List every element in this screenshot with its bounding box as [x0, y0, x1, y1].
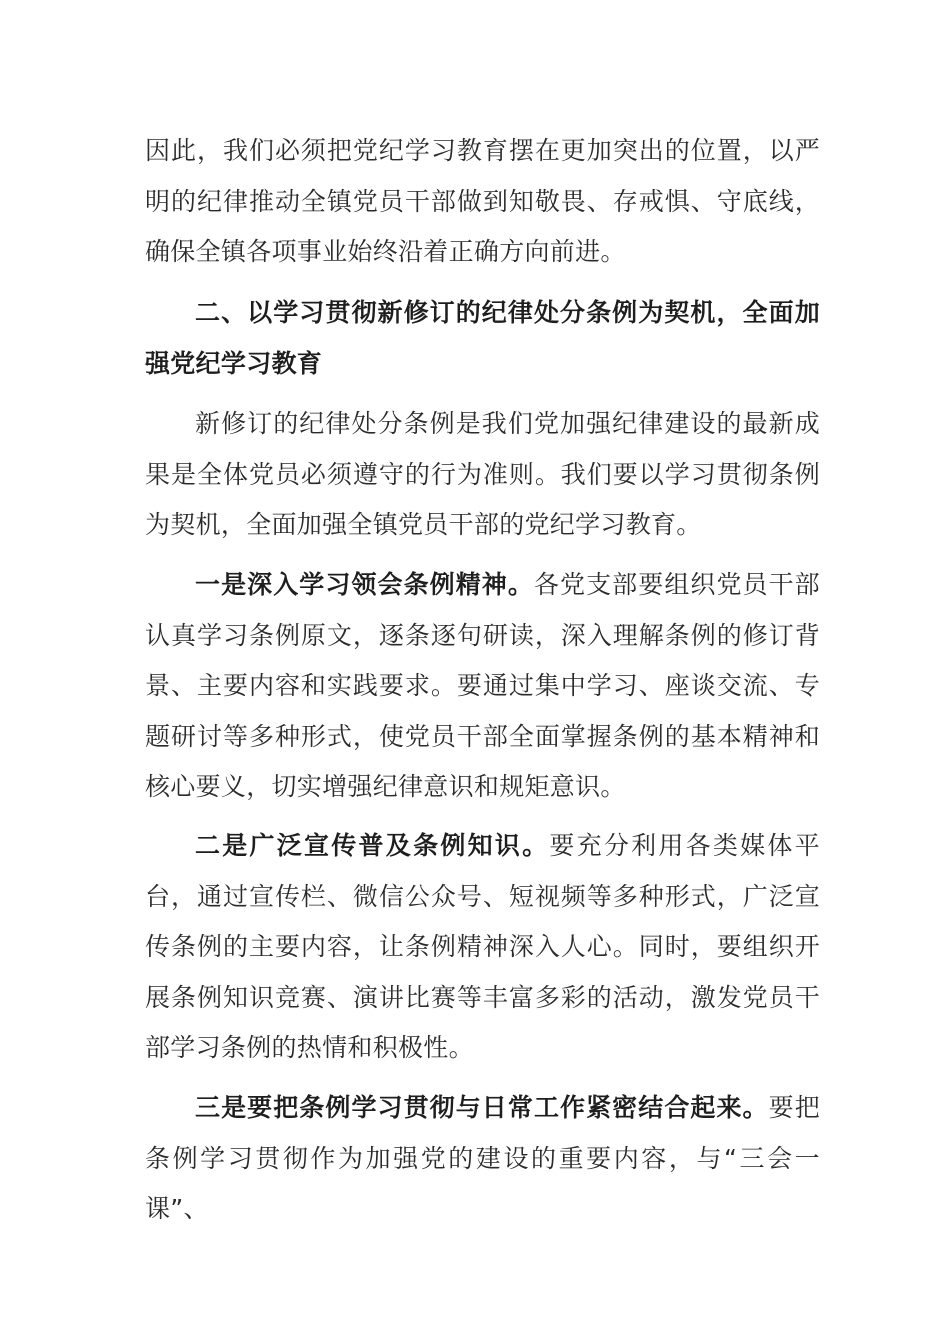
paragraph-point-three [145, 1083, 820, 1235]
paragraph-intro [145, 399, 820, 551]
point-heading: 一是深入学习领会条例精神。 [195, 570, 534, 599]
paragraph-text: 因此，我们必须把党纪学习教育摆在更加突出的位置，以严明的纪律推动全镇党员干部做到知敬畏、存戒惧、守底线，确保全镇各项事业始终沿着正确方向前进。 [145, 136, 820, 266]
paragraph-text: 新修订的纪律处分条例是我们党加强纪律建设的最新成果是全体党员必须遵守的行为准则。我们要以学习贯彻条例为契机，全面加强全镇党员干部的党纪学习教育。 [145, 409, 820, 539]
section-heading [145, 288, 820, 389]
paragraph-text: 要充分利用各类媒体平台，通过宣传栏、微信公众号、短视频等多种形式，广泛宣传条例的主要内容，让条例精神深入人心。同时，要组织开展条例知识竞赛、演讲比赛等丰富多彩的活动，激发党员干部学习条例的热情和积极性。 [145, 831, 820, 1062]
section-heading-text: 二、以学习贯彻新修订的纪律处分条例为契机，全面加强党纪学习教育 [145, 298, 820, 378]
paragraph-body [145, 1083, 820, 1235]
paragraph-body [145, 560, 820, 813]
point-heading: 三是要把条例学习贯彻与日常工作紧密结合起来。 [195, 1093, 769, 1122]
paragraph-body [145, 821, 820, 1074]
paragraph-conclusion [145, 126, 820, 278]
paragraph-text: 要把条例学习贯彻作为加强党的建设的重要内容，与“三会一课”、 [145, 1093, 820, 1223]
point-heading: 二是广泛宣传普及条例知识。 [195, 831, 550, 860]
paragraph-point-one [145, 560, 820, 813]
paragraph-point-two [145, 821, 820, 1074]
paragraph-text: 各党支部要组织党员干部认真学习条例原文，逐条逐句研读，深入理解条例的修订背景、主要内容和实践要求。要通过集中学习、座谈交流、专题研讨等多种形式，使党员干部全面掌握条例的基本精神和核心要义，切实增强纪律意识和规矩意识。 [145, 570, 820, 801]
